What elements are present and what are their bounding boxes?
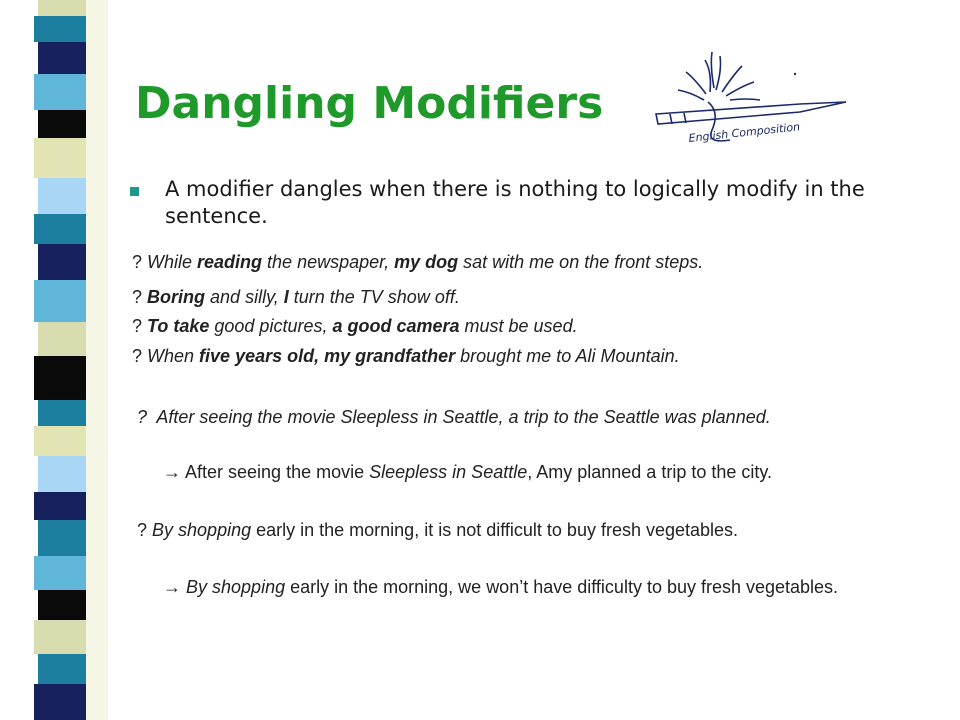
decorative-stripe (38, 654, 86, 684)
example-2-bold: Boring (147, 287, 206, 307)
example-3-text: must be used. (459, 316, 578, 336)
decorative-stripe (34, 280, 86, 322)
bullet-square-icon (130, 187, 139, 196)
decorative-stripe (38, 244, 86, 280)
right-arrow-icon: → (163, 577, 181, 597)
decorative-stripe (38, 42, 86, 74)
example-2-bold: I (283, 287, 289, 307)
correction-2-fix-italic: By shopping (186, 577, 286, 597)
decorative-stripe (38, 0, 86, 16)
correction-2-fix (163, 575, 898, 599)
correction-2-wrong-italic: By shopping (152, 520, 252, 540)
pen-logo-icon (650, 52, 860, 164)
question-mark: ? (132, 316, 143, 336)
slide-title: Dangling Modifiers (135, 78, 604, 129)
decorative-stripe (34, 620, 86, 654)
question-mark: ? (137, 520, 148, 540)
decorative-stripe (34, 138, 86, 178)
decorative-stripe (34, 16, 86, 42)
example-2-text: turn the TV show off. (288, 287, 460, 307)
logo-caption: English Composition (688, 120, 801, 145)
decorative-stripe (38, 178, 86, 214)
correction-2-wrong (137, 518, 923, 542)
correction-1-wrong (137, 405, 923, 429)
decorative-stripe (34, 492, 86, 520)
decorative-stripe (38, 400, 86, 426)
correction-2-wrong-text: early in the morning, it is not difficult to buy fresh vegetables. (251, 520, 739, 540)
question-mark: ? (132, 252, 143, 272)
example-4-bold: five years old, my grandfather (199, 346, 456, 366)
decorative-stripe (34, 426, 86, 456)
example-3-bold: a good camera (332, 316, 460, 336)
correction-1-fix (163, 460, 898, 484)
example-4 (132, 344, 680, 368)
example-3 (132, 314, 578, 338)
decorative-stripe (38, 110, 86, 138)
decorative-stripe (34, 214, 86, 244)
example-2 (132, 285, 460, 309)
example-4-text: brought me to Ali Mountain. (455, 346, 680, 366)
correction-1-fix-text: After seeing the movie (185, 462, 370, 482)
example-2-text: and silly, (205, 287, 284, 307)
example-1-text: the newspaper, (262, 252, 395, 272)
decorative-stripe (34, 556, 86, 590)
question-mark: ? (137, 407, 148, 427)
main-bullet (130, 176, 930, 230)
correction-1-wrong-text: After seeing the movie Sleepless in Seattle, a trip to the Seattle was planned. (156, 407, 771, 427)
decorative-stripe-bar (0, 0, 108, 720)
correction-1-fix-text: , Amy planned a trip to the city. (527, 462, 773, 482)
example-1-text: sat with me on the front steps. (458, 252, 704, 272)
decorative-stripe (34, 684, 86, 720)
example-3-bold: To take (147, 316, 210, 336)
right-arrow-icon: → (163, 462, 181, 482)
example-3-text: good pictures, (209, 316, 333, 336)
decorative-stripe (34, 74, 86, 110)
decorative-stripe (38, 590, 86, 620)
question-mark: ? (132, 287, 143, 307)
question-mark: ? (132, 346, 143, 366)
example-1 (132, 250, 703, 274)
bullet-text: A modifier dangles when there is nothing to logically modify in the sentence. (165, 177, 865, 228)
example-1-bold: my dog (394, 252, 459, 272)
decorative-stripe (38, 322, 86, 356)
decorative-stripe (34, 356, 86, 400)
correction-2-fix-text: early in the morning, we won’t have difficulty to buy fresh vegetables. (285, 577, 839, 597)
example-1-text: While (142, 252, 198, 272)
decorative-rail (86, 0, 108, 720)
decorative-stripe (38, 520, 86, 556)
example-1-bold: reading (197, 252, 263, 272)
correction-1-fix-italic: Sleepless in Seattle (369, 462, 528, 482)
english-composition-logo (650, 52, 860, 164)
example-4-text: When (142, 346, 200, 366)
decorative-stripe (38, 456, 86, 492)
